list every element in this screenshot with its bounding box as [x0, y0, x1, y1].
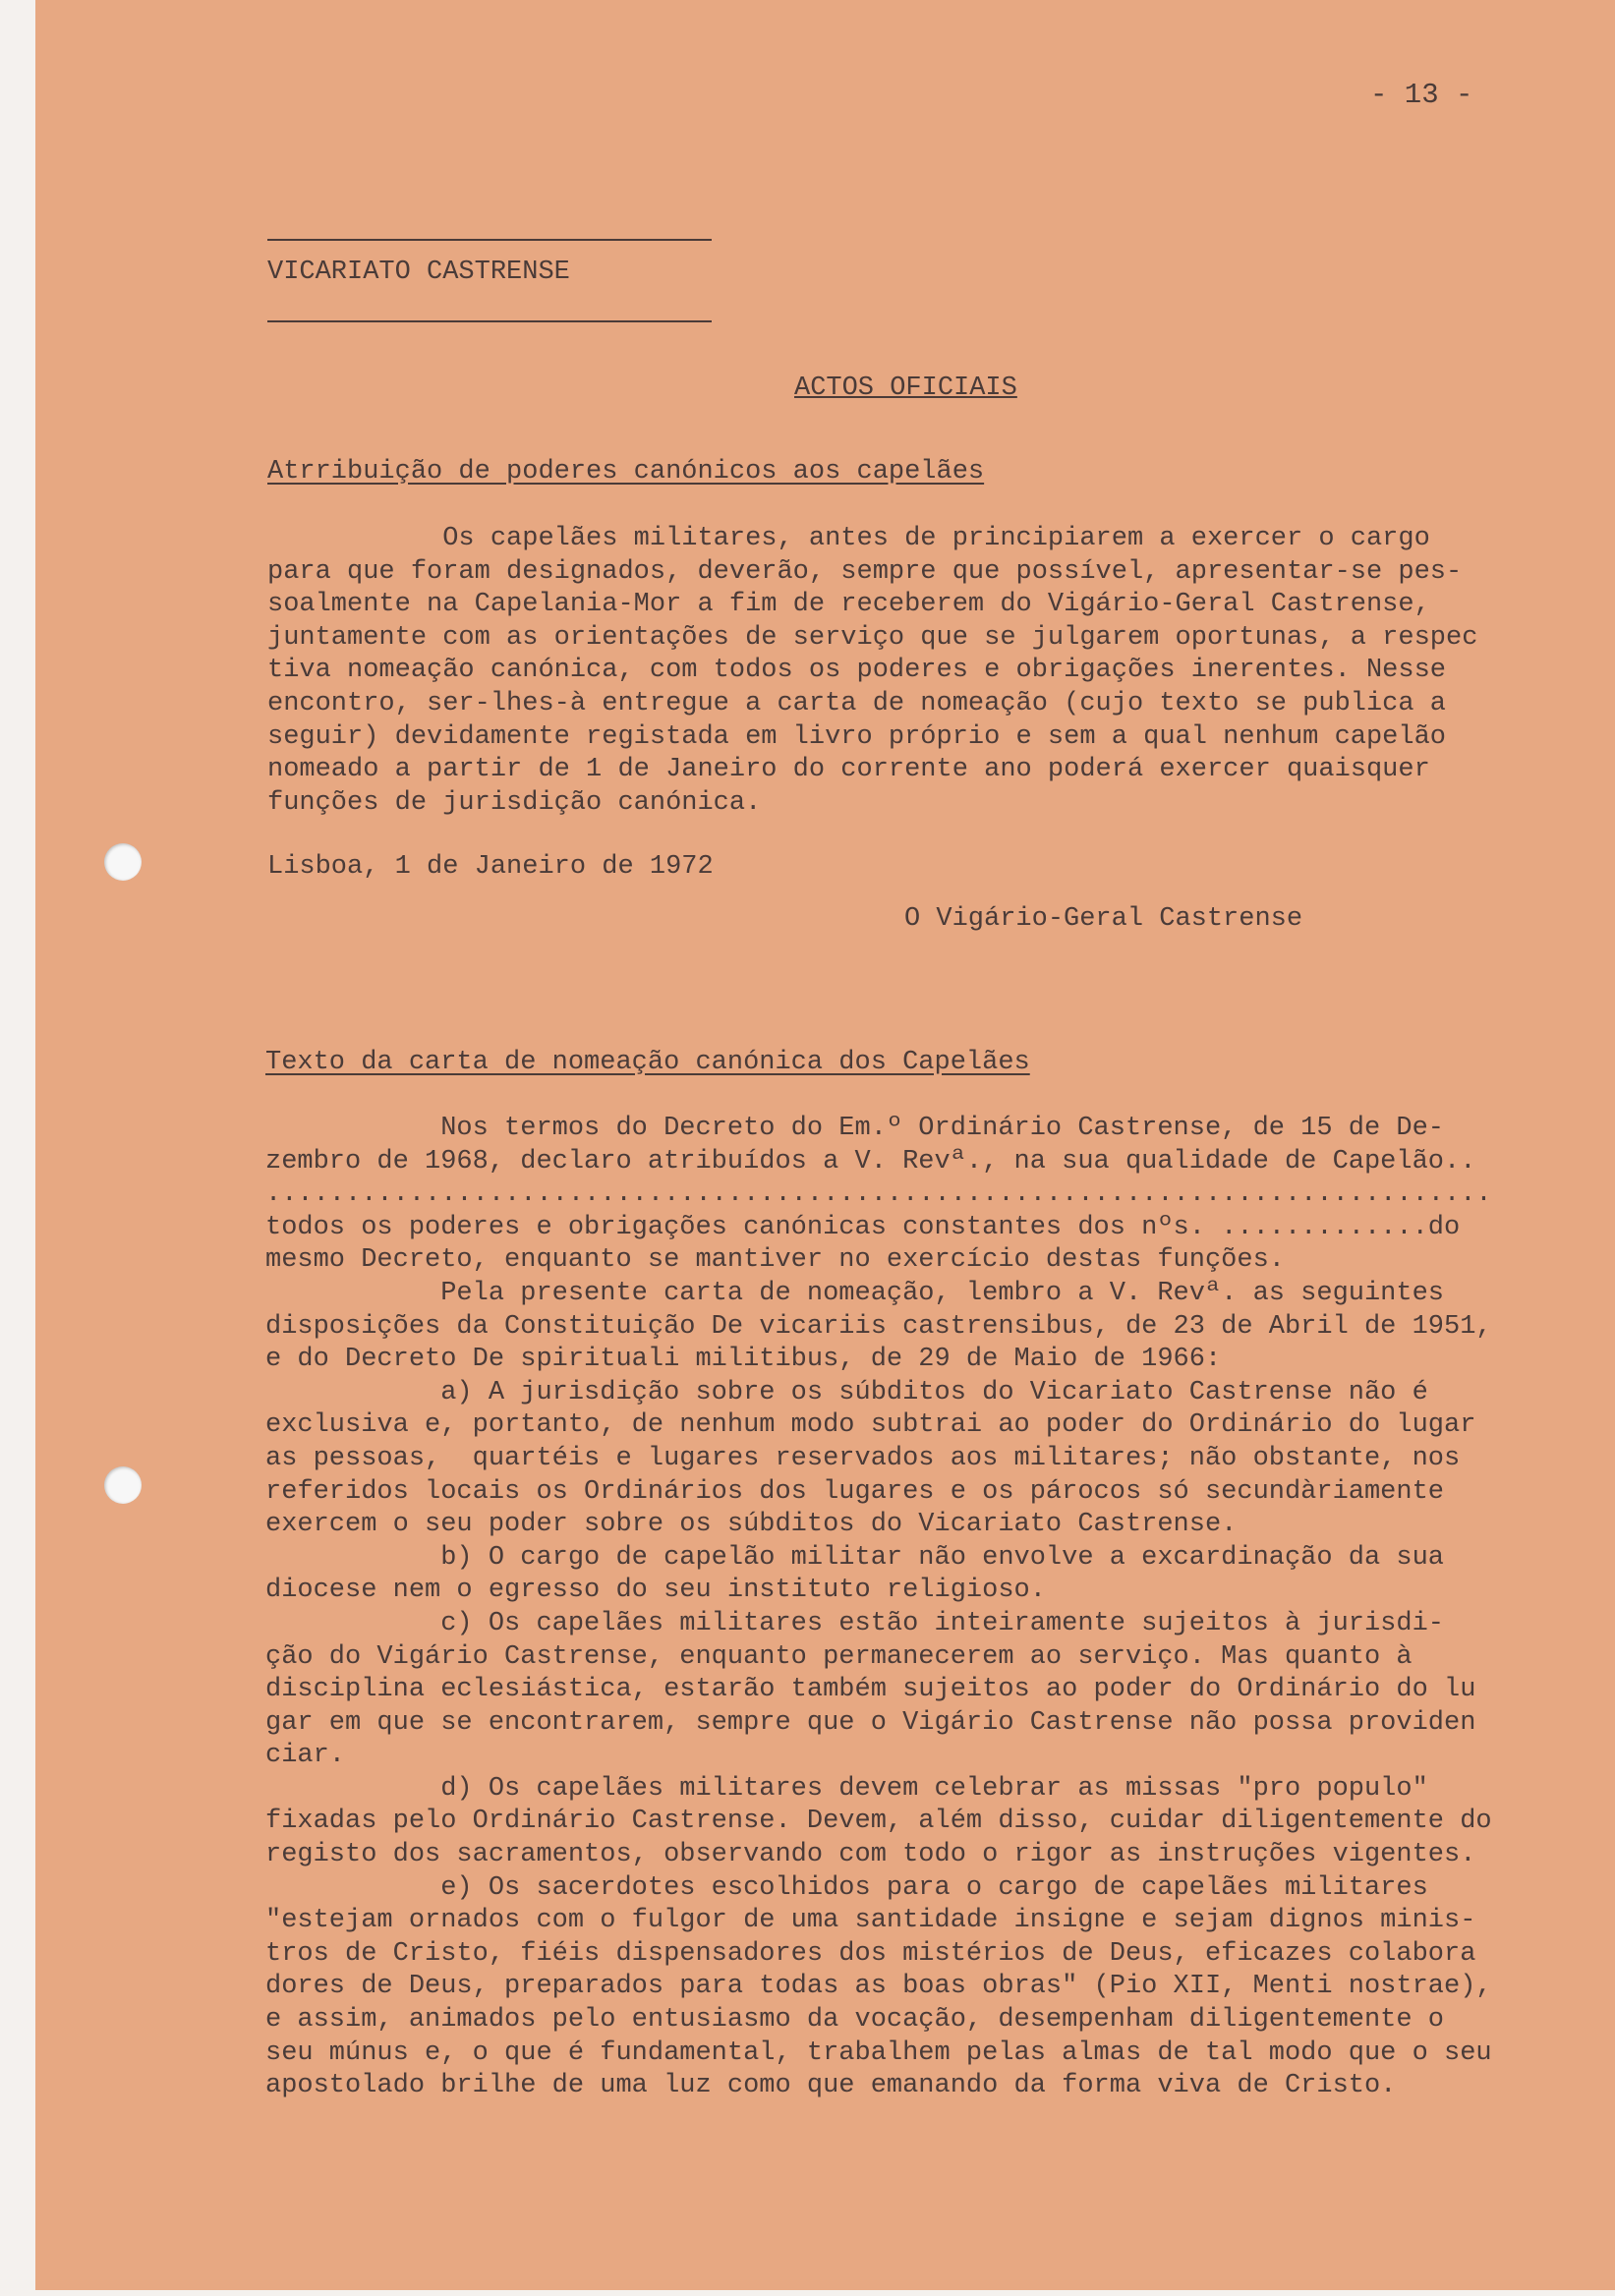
document-page: [35, 0, 1615, 2290]
place-date: Lisboa, 1 de Janeiro de 1972: [267, 852, 714, 882]
institution-heading: VICARIATO CASTRENSE: [267, 258, 570, 287]
punch-hole-bottom: [104, 1466, 142, 1504]
section2-title: Texto da carta de nomeação canónica dos Capelães: [265, 1048, 1030, 1077]
signature-line: O Vigário-Geral Castrense: [904, 904, 1303, 934]
section-title: ACTOS OFICIAIS: [794, 373, 1017, 403]
header-rule-top: [267, 239, 712, 241]
page-number: - 13 -: [1370, 79, 1473, 111]
section1-title: Atrribuição de poderes canónicos aos capelães: [267, 457, 985, 487]
header-rule-bottom: [267, 320, 712, 322]
section2-body: Nos termos do Decreto do Em.º Ordinário Castrense, de 15 de De- zembro de 1968, declaro atribuídos a V. Revª., na sua qualidade de Capelão.. ............................................................................. todos os poderes e obrigações canónicas constantes dos nºs. .............do mesmo Decreto, enquanto se mantiver no exercício destas funções. Pela presente carta de nomeação, lembro a V. Revª. as seguintes disposições da Constituição De vicariis castrensibus, de 23 de Abril de 1951, e do Decreto De spirituali militibus, de 29 de Maio de 1966: a) A jurisdição sobre os súbditos do Vicariato Castrense não é exclusiva e, portanto, de nenhum modo subtrai ao poder do Ordinário do lugar as pessoas, quartéis e lugares reservados aos militares; não obstante, nos referidos locais os Ordinários dos lugares e os párocos só secundàriamente exercem o seu poder sobre os súbditos do Vicariato Castrense. b) O cargo de capelão militar não envolve a excardinação da sua diocese nem o egresso do seu instituto religioso. c) Os capelães militares estão inteiramente sujeitos à jurisdi- ção do Vigário Castrense, enquanto permanecerem ao serviço. Mas quanto à disciplina eclesiástica, estarão também sujeitos ao poder do Ordinário do lu gar em que se encontrarem, sempre que o Vigário Castrense não possa providen ciar. d) Os capelães militares devem celebrar as missas "pro populo" fixadas pelo Ordinário Castrense. Devem, além disso, cuidar diligentemente do registo dos sacramentos, observando com todo o rigor as instruções vigentes. e) Os sacerdotes escolhidos para o cargo de capelães militares "estejam ornados com o fulgor de uma santidade insigne e sejam dignos minis- tros de Cristo, fiéis dispensadores dos mistérios de Deus, eficazes colabora dores de Deus, preparados para todas as boas obras" (Pio XII, Menti nostrae), e assim, animados pelo entusiasmo da vocação, desempenham diligentemente o seu múnus e, o que é fundamental, trabalhem pelas almas de tal modo que o seu apostolado brilhe de uma luz como que emanando da forma viva de Cristo.: [265, 1114, 1492, 2101]
punch-hole-top: [104, 843, 142, 881]
section1-body: Os capelães militares, antes de principiarem a exercer o cargo para que foram designados, deverão, sempre que possível, apresentar-se pes- soalmente na Capelania-Mor a fim de receberem do Vigário-Geral Castrense, juntamente com as orientações de serviço que se julgarem oportunas, a respec tiva nomeação canónica, com todos os poderes e obrigações inerentes. Nesse encontro, ser-lhes-à entregue a carta de nomeação (cujo texto se publica a seguir) devidamente registada em livro próprio e sem a qual nenhum capelão nomeado a partir de 1 de Janeiro do corrente ano poderá exercer quaisquer funções de jurisdição canónica.: [267, 524, 1478, 818]
